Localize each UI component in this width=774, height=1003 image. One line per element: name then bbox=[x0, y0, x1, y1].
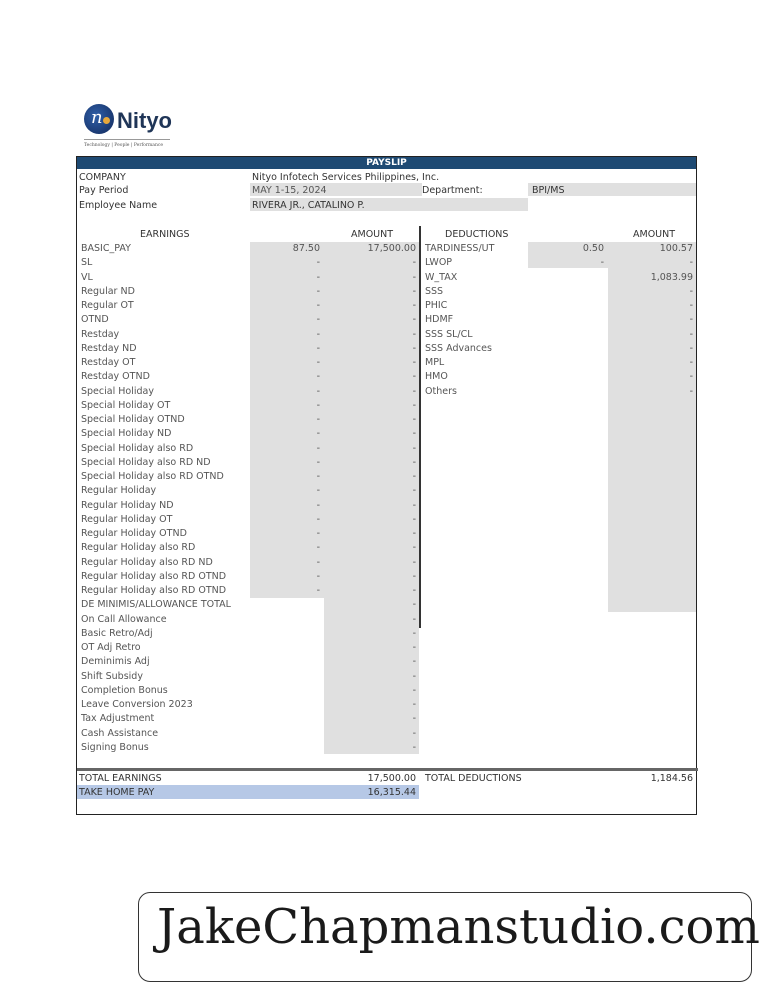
earnings-row-label: Special Holiday bbox=[81, 385, 154, 397]
earnings-row-label: Cash Assistance bbox=[81, 727, 159, 739]
earnings-row-qty: - bbox=[316, 513, 320, 525]
column-divider bbox=[419, 226, 421, 628]
employee-name-value: RIVERA JR., CATALINO P. bbox=[252, 200, 365, 211]
earnings-row-label: DE MINIMIS/ALLOWANCE TOTAL bbox=[81, 599, 231, 611]
earnings-row-amount: - bbox=[412, 542, 416, 554]
payslip bbox=[76, 156, 697, 815]
earnings-row-amount: - bbox=[412, 456, 416, 468]
earnings-row-label: Special Holiday OT bbox=[81, 399, 171, 411]
earnings-row-label: Special Holiday also RD ND bbox=[81, 456, 211, 468]
deductions-row-label: HDMF bbox=[425, 314, 454, 326]
earnings-row-amount: - bbox=[412, 627, 416, 639]
deductions-row-label: PHIC bbox=[425, 300, 448, 311]
earnings-row-label: OT Adj Retro bbox=[81, 642, 141, 653]
deductions-row-amount: - bbox=[689, 342, 693, 354]
earnings-row-amount: - bbox=[412, 414, 416, 425]
earnings-row-label: Leave Conversion 2023 bbox=[81, 699, 193, 710]
deductions-row-label: HMO bbox=[425, 371, 448, 383]
earnings-row-label: On Call Allowance bbox=[81, 613, 167, 625]
total-earnings-value: 17,500.00 bbox=[367, 773, 416, 784]
earnings-row-label: Special Holiday ND bbox=[81, 428, 172, 440]
earnings-row-label: Regular Holiday also RD bbox=[81, 542, 196, 554]
earnings-row-qty: - bbox=[316, 556, 320, 568]
earnings-row-amount: - bbox=[412, 585, 416, 596]
earnings-row-amount: - bbox=[412, 670, 416, 682]
employee-name-label: Employee Name bbox=[79, 200, 158, 211]
earnings-row-qty: - bbox=[316, 385, 320, 397]
company-value: Nityo Infotech Services Philippines, Inc. bbox=[252, 172, 440, 183]
deductions-row-label: SSS bbox=[425, 285, 444, 297]
earnings-row-label: Regular Holiday also RD OTND bbox=[81, 570, 227, 582]
earnings-row-amount: - bbox=[412, 613, 416, 625]
earnings-row-label: Regular Holiday also RD ND bbox=[81, 556, 213, 568]
earnings-row-amount: 17,500.00 bbox=[367, 243, 416, 254]
earnings-row-amount: - bbox=[412, 371, 416, 383]
deductions-row-label: Others bbox=[425, 385, 457, 397]
earnings-row-amount: - bbox=[412, 699, 416, 710]
earnings-row-qty: - bbox=[316, 414, 320, 425]
deductions-row-amount: - bbox=[689, 285, 693, 297]
earnings-row-label: VL bbox=[81, 271, 93, 283]
earnings-row-qty: - bbox=[316, 357, 320, 368]
earnings-row-amount: - bbox=[412, 485, 416, 497]
earnings-row-label: Regular Holiday also RD OTND bbox=[81, 585, 227, 596]
earnings-row-amount: - bbox=[412, 328, 416, 340]
total-deductions-value: 1,184.56 bbox=[650, 773, 693, 784]
earnings-row-qty: - bbox=[316, 271, 320, 283]
deductions-row-label: SSS SL/CL bbox=[425, 328, 473, 340]
earnings-row-qty: - bbox=[316, 442, 320, 454]
pay-period-label: Pay Period bbox=[79, 185, 129, 196]
logo-wordmark: Nityo bbox=[117, 108, 172, 133]
earnings-header: EARNINGS bbox=[140, 229, 190, 240]
earnings-row-amount: - bbox=[412, 471, 416, 482]
earnings-row-qty: - bbox=[316, 570, 320, 582]
deductions-row-amount: - bbox=[689, 300, 693, 311]
earnings-row-qty: - bbox=[316, 300, 320, 311]
earnings-row-amount: - bbox=[412, 271, 416, 283]
earnings-row-qty: 87.50 bbox=[292, 243, 320, 254]
deductions-row-label: TARDINESS/UT bbox=[425, 243, 495, 254]
watermark-text: JakeChapmanstudio.com bbox=[157, 899, 760, 955]
deductions-row-label: LWOP bbox=[425, 257, 453, 269]
earnings-row-qty: - bbox=[316, 456, 320, 468]
deductions-row-amount: - bbox=[689, 314, 693, 326]
earnings-row-amount: - bbox=[412, 727, 416, 739]
earnings-row-qty: - bbox=[316, 285, 320, 297]
earnings-row-amount: - bbox=[412, 314, 416, 326]
earnings-row-label: Basic Retro/Adj bbox=[81, 627, 153, 639]
earnings-row-label: Restday ND bbox=[81, 342, 137, 354]
deductions-row-label: W_TAX bbox=[425, 271, 458, 283]
earnings-row-label: Regular Holiday bbox=[81, 485, 157, 497]
earnings-row-label: Restday OT bbox=[81, 357, 136, 368]
earnings-row-amount: - bbox=[412, 300, 416, 311]
earnings-row-label: OTND bbox=[81, 314, 109, 326]
earnings-row-qty: - bbox=[316, 471, 320, 482]
earnings-row-label: Special Holiday also RD OTND bbox=[81, 471, 224, 482]
deductions-row-qty: 0.50 bbox=[582, 243, 604, 254]
earnings-row-amount: - bbox=[412, 513, 416, 525]
deductions-row-label: MPL bbox=[425, 357, 445, 368]
earnings-row-qty: - bbox=[316, 371, 320, 383]
earnings-row-label: Regular Holiday ND bbox=[81, 499, 174, 511]
payslip-title: PAYSLIP bbox=[77, 157, 696, 169]
take-home-pay-label: TAKE HOME PAY bbox=[79, 787, 155, 798]
deductions-row-label: SSS Advances bbox=[425, 342, 492, 354]
logo-divider bbox=[84, 139, 170, 140]
earnings-row-amount: - bbox=[412, 342, 416, 354]
earnings-row-amount: - bbox=[412, 399, 416, 411]
deductions-header: DEDUCTIONS bbox=[445, 229, 509, 240]
earnings-row-amount: - bbox=[412, 285, 416, 297]
department-value: BPI/MS bbox=[532, 185, 565, 196]
earnings-row-label: Restday bbox=[81, 328, 120, 340]
earnings-row-amount: - bbox=[412, 428, 416, 440]
earnings-row-qty: - bbox=[316, 428, 320, 440]
earnings-row-qty: - bbox=[316, 528, 320, 539]
earnings-row-label: Regular OT bbox=[81, 300, 134, 311]
pay-period-value: MAY 1-15, 2024 bbox=[252, 185, 327, 196]
total-earnings-label: TOTAL EARNINGS bbox=[79, 773, 162, 784]
earnings-row-label: Special Holiday OTND bbox=[81, 414, 185, 425]
earnings-row-amount: - bbox=[412, 570, 416, 582]
company-logo bbox=[84, 104, 184, 150]
deductions-row-amount: - bbox=[689, 257, 693, 269]
company-label: COMPANY bbox=[79, 172, 126, 183]
earnings-row-amount: - bbox=[412, 599, 416, 611]
earnings-row-amount: - bbox=[412, 741, 416, 753]
earnings-row-qty: - bbox=[316, 399, 320, 411]
earnings-row-label: Regular Holiday OT bbox=[81, 513, 173, 525]
deductions-row-amount: 100.57 bbox=[659, 243, 693, 254]
earnings-row-amount: - bbox=[412, 656, 416, 668]
earnings-row-label: Deminimis Adj bbox=[81, 656, 150, 668]
earnings-row-qty: - bbox=[316, 585, 320, 596]
earnings-row-label: Special Holiday also RD bbox=[81, 442, 194, 454]
deductions-amount-column bbox=[608, 242, 696, 612]
deductions-row-amount: - bbox=[689, 328, 693, 340]
total-deductions-label: TOTAL DEDUCTIONS bbox=[425, 773, 522, 784]
earnings-row-amount: - bbox=[412, 499, 416, 511]
deductions-row-amount: - bbox=[689, 371, 693, 383]
earnings-row-qty: - bbox=[316, 328, 320, 340]
earnings-row-amount: - bbox=[412, 713, 416, 725]
department-label: Department: bbox=[422, 185, 483, 196]
earnings-row-qty: - bbox=[316, 314, 320, 326]
earnings-row-label: Completion Bonus bbox=[81, 684, 168, 696]
deductions-amount-header: AMOUNT bbox=[633, 229, 676, 240]
earnings-row-qty: - bbox=[316, 342, 320, 354]
earnings-row-qty: - bbox=[316, 485, 320, 497]
earnings-row-amount: - bbox=[412, 257, 416, 269]
earnings-row-label: Regular ND bbox=[81, 285, 135, 297]
earnings-row-label: BASIC_PAY bbox=[81, 243, 131, 254]
earnings-row-amount: - bbox=[412, 357, 416, 368]
earnings-row-qty: - bbox=[316, 257, 320, 269]
deductions-row-amount: 1,083.99 bbox=[650, 271, 693, 283]
earnings-row-amount: - bbox=[412, 528, 416, 539]
earnings-row-amount: - bbox=[412, 442, 416, 454]
earnings-row-label: Regular Holiday OTND bbox=[81, 528, 187, 539]
logo-emblem-icon: n bbox=[84, 104, 114, 134]
earnings-row-label: Tax Adjustment bbox=[81, 713, 155, 725]
logo-tagline: Technology | People | Performance bbox=[84, 143, 164, 148]
earnings-row-qty: - bbox=[316, 499, 320, 511]
earnings-row-amount: - bbox=[412, 684, 416, 696]
earnings-row-amount: - bbox=[412, 642, 416, 653]
deductions-row-amount: - bbox=[689, 385, 693, 397]
take-home-pay-value: 16,315.44 bbox=[367, 787, 416, 798]
deductions-row-qty: - bbox=[600, 257, 604, 269]
earnings-row-amount: - bbox=[412, 385, 416, 397]
earnings-row-label: Shift Subsidy bbox=[81, 670, 143, 682]
earnings-row-label: Restday OTND bbox=[81, 371, 150, 383]
watermark-box bbox=[138, 892, 760, 982]
earnings-amount-header: AMOUNT bbox=[351, 229, 394, 240]
totals-separator bbox=[77, 768, 698, 771]
deductions-row-amount: - bbox=[689, 357, 693, 368]
earnings-row-qty: - bbox=[316, 542, 320, 554]
earnings-row-label: SL bbox=[81, 257, 93, 269]
earnings-row-amount: - bbox=[412, 556, 416, 568]
earnings-row-label: Signing Bonus bbox=[81, 741, 149, 753]
